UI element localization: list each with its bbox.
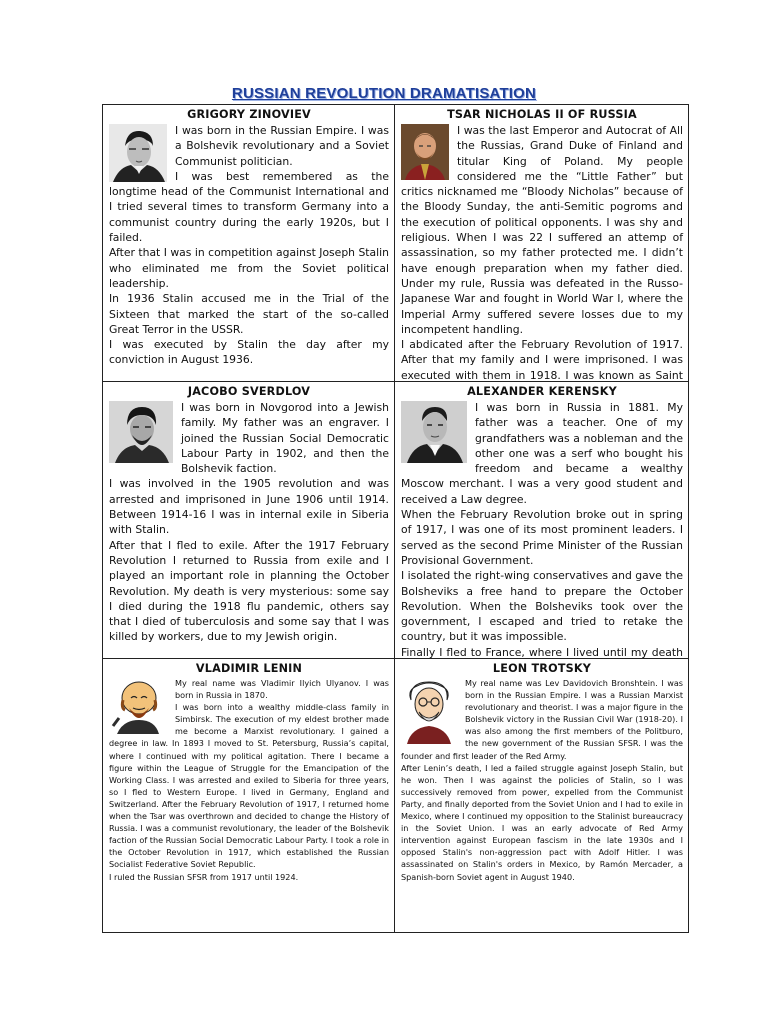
character-cell-lenin xyxy=(103,658,395,932)
character-bio: My real name was Vladimir Ilyich Ulyanov. I was born in Russia in 1870. I was born into a wealthy middle-class family in Simbirsk. The execution of my eldest brother made me become a Marxist revolutionary. I gained a degree in law. In 1893 I moved to St. Petersburg, Russia’s capital, where I continued with my political agitation. There I became a figure within the League of Struggle for the Emancipation of the Working Class. I was arrested and exiled to Siberia for three years, so I fled to Western Europe. I lived in Germany, England and Switzerland. After the February Revolution of 1917, I returned home when the Tsar was overthrown and decided to change the History of Russia. I was a communist revolutionary, the leader of the Bolshevik faction of the Russian Social Democratic Labour Party. I took a role in the October Revolution in 1917, which established the Russian Socialist Federative Soviet Republic. I ruled the Russian SFSR from 1917 until 1924. xyxy=(109,678,389,882)
zinoviev-portrait-photo xyxy=(109,124,167,182)
character-bio: I was born in Novgorod into a Jewish family. My father was an engraver. I joined the Russian Social Democratic Labour Party in 1902, and then the Bolshevik faction. I was involved in the 1905 revolution and was arrested and imprisoned in June 1906 until 1914. Between 1914-16 I was in internal exile in Siberia with Stalin. After that I fled to exile. After the 1917 February Revolution I returned to Russia from exile and I played an important role in planning the October Revolution. My death is very mysterious: some say I died during the 1918 flu pandemic, others say that I died of tuberculosis and some say that I was killed by workers, due to my Jewish origin. xyxy=(109,401,389,644)
lenin-caricature xyxy=(109,678,167,734)
trotsky-caricature xyxy=(401,678,457,744)
kerensky-portrait-photo xyxy=(401,401,467,463)
character-bio: I was born in the Russian Empire. I was a Bolshevik revolutionary and a Soviet Communist politician. I was best remembered as the longtime head of the Communist International and I tried several times to transform Germany into a communist country during the early 1920s, but I failed. After that I was in competition against Joseph Stalin who eliminated me from the Soviet political leadership. In 1936 Stalin accused me in the Trial of the Sixteen that marked the start of the so-called Great Terror in the USSR. I was executed by Stalin the day after my conviction in August 1936. xyxy=(109,124,389,367)
character-table xyxy=(102,104,689,933)
character-cell-sverdlov xyxy=(103,381,395,658)
character-name: LEON TROTSKY xyxy=(492,662,592,675)
sverdlov-portrait-photo xyxy=(109,401,173,463)
character-name: TSAR NICHOLAS II OF RUSSIA xyxy=(447,108,637,121)
character-cell-kerensky xyxy=(395,381,688,658)
character-cell-nicholas xyxy=(395,105,688,381)
character-cell-trotsky xyxy=(395,658,688,932)
character-name: VLADIMIR LENIN xyxy=(195,662,303,675)
character-cell-zinoviev xyxy=(103,105,395,381)
character-name: JACOBO SVERDLOV xyxy=(187,385,311,398)
character-bio: I was born in Russia in 1881. My father was a teacher. One of my grandfathers was a nobleman and the other one was a serf who bought his freedom and became a wealthy Moscow merchant. I was a very good student and received a Law degree. When the February Revolution broke out in spring of 1917, I was one of its most prominent leaders. I served as the second Prime Minister of the Russian Provisional Government. I isolated the right-wing conservatives and gave the Bolsheviks a free hand to prepare the October Revolution. When the Bolsheviks took over the government, I escaped and tried to retake the country, but it was impossible. Finally I fled to France, where I lived until my death xyxy=(401,401,683,658)
nicholas-portrait-painting xyxy=(401,124,449,180)
character-name: GRIGORY ZINOVIEV xyxy=(187,108,311,121)
character-bio: My real name was Lev Davidovich Bronshtein. I was born in the Russian Empire. I was a Russian Marxist revolutionary and theorist. I was a major figure in the Bolshevik victory in the Russian Civil War (1918-20). I was also among the first members of the Politburo, the new government of the Russian SFSR. I was the founder and first leader of the Red Army. After Lenin’s death, I led a failed struggle against Joseph Stalin, but he won. Then I was against the policies of Stalin, so I was successively removed from power, expelled from the Communist Party, and finally deported from the Soviet Union and I had to exile in Mexico, where I continued my opposition to the Stalinist bureaucracy in the Soviet Union. I was an early advocate of Red Army intervention against European fascism in the late 1930s and I opposed Stalin's non-aggression pact with Adolf Hitler. I was assassinated on Stalin's orders in Mexico, by Ramón Mercader, a Spanish-born Soviet agent in August 1940. xyxy=(401,678,683,882)
character-name: ALEXANDER KERENSKY xyxy=(467,385,617,398)
document-title: RUSSIAN REVOLUTION DRAMATISATION xyxy=(231,85,537,102)
character-bio: I was the last Emperor and Autocrat of All the Russias, Grand Duke of Finland and titular King of Poland. My people considered me the “Little Father” but critics nicknamed me “Bloody Nicholas” because of the Bloody Sunday, the anti-Semitic pogroms and the execution of political opponents. I was shy and religious. When I was 22 I suffered an attemp of assassination, so my father protected me. I didn’t have enough preparation when my father died. Under my rule, Russia was defeated in the Russo-Japanese War and fought in World War I, where the Imperial Army suffered severe losses due to my incompetent handling. I abdicated after the February Revolution of 1917. After that my family and I were imprisoned. I was executed with them in 1918. I was known as Saint xyxy=(401,124,683,381)
